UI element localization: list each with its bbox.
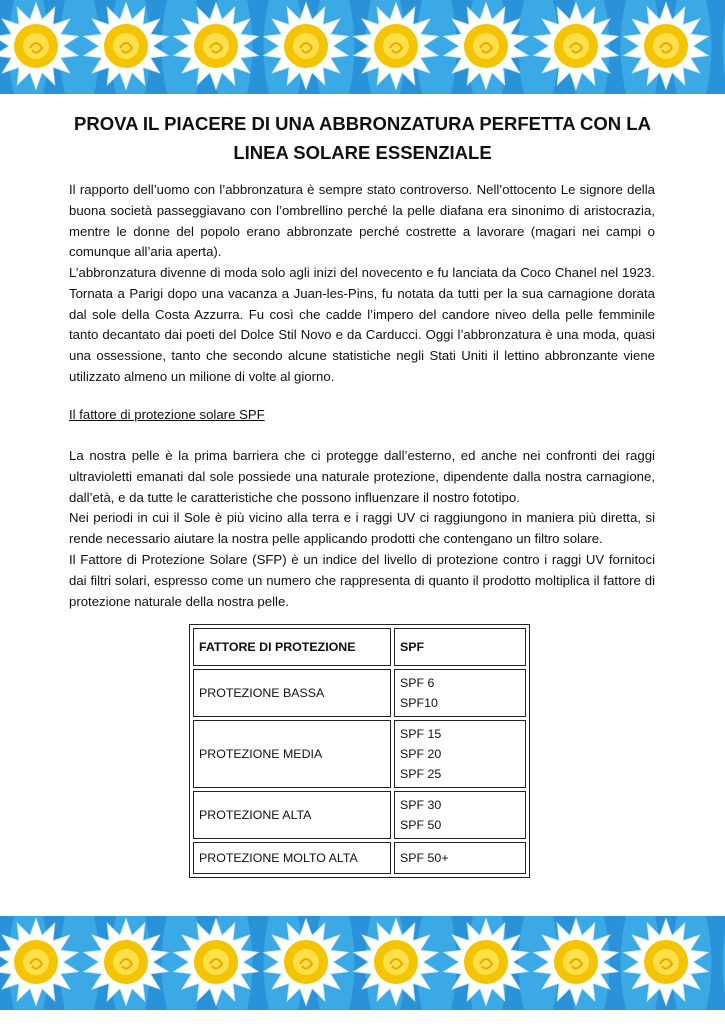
table-cell-level: PROTEZIONE BASSA xyxy=(193,669,391,717)
table-row xyxy=(193,842,526,874)
spf-table xyxy=(189,624,530,878)
title-line-1: PROVA IL PIACERE DI UNA ABBRONZATURA PERFETTA CON LA xyxy=(74,113,651,135)
paragraph-chanel: L’abbronzatura divenne di moda solo agli inizi del novecento e fu lanciata da Coco Chanel nel 1923. Tornata a Parigi dopo una vacanza a Juan-les-Pins, fu notata da tutti per la sua carnagione dorata dal sole della Costa Azzurra. Fu così che cadde l’impero del candore niveo della pelle femminile tanto decantato dai poeti del Dolce Stil Novo e da Carducci. Oggi l’abbronzatura è una moda, quasi una ossessione, tanto che secondo alcune statistiche negli Stati Uniti il lettino abbronzante viene utilizzato almeno un milione di volte al giorno. xyxy=(69,265,655,384)
title-line-2: LINEA SOLARE ESSENZIALE xyxy=(233,142,492,164)
table-cell-spf xyxy=(394,791,526,839)
paragraph-uv-periods: Nei periodi in cui il Sole è più vicino alla terra e i raggi UV ci raggiungono in maniera più diretta, si rende necessario aiutare la nostra pelle applicando prodotti che contengano un filtro solare. xyxy=(69,510,655,546)
spf-value: SPF 25 xyxy=(400,767,442,781)
spf-value: SPF 30 xyxy=(400,798,442,812)
table-cell-level: PROTEZIONE MEDIA xyxy=(193,720,391,788)
spf-value: SPF10 xyxy=(400,696,438,710)
table-cell-spf xyxy=(394,720,526,788)
spf-value: SPF 15 xyxy=(400,727,442,741)
spf-value: SPF 6 xyxy=(400,676,435,690)
table-cell-level: PROTEZIONE MOLTO ALTA xyxy=(193,842,391,874)
table-header-row xyxy=(193,628,526,666)
table-row xyxy=(193,791,526,839)
table-row xyxy=(193,669,526,717)
paragraph-history: Il rapporto dell’uomo con l’abbronzatura è sempre stato controverso. Nell’ottocento Le signore della buona società passeggiavano con l’ombrellino perché la pelle diafana era sinonimo di aristocrazia, mentre le donne del popolo erano abbronzate perché costrette a lavorare (magari nei campi o comunque all’aria aperta). xyxy=(69,182,655,260)
table-cell-spf xyxy=(394,669,526,717)
paragraph-spf-definition: Il Fattore di Protezione Solare (SFP) è un indice del livello di protezione contro i raggi UV fornitoci dai filtri solari, espresso come un numero che rappresenta di quanto il prodotto moltiplica il fattore di protezione naturale della nostra pelle. xyxy=(69,552,655,609)
table-header-protection: FATTORE DI PROTEZIONE xyxy=(193,628,391,666)
spf-value: SPF 20 xyxy=(400,747,442,761)
table-header-spf: SPF xyxy=(394,628,526,666)
table-row xyxy=(193,720,526,788)
spf-value: SPF 50+ xyxy=(400,851,449,865)
table-cell-level: PROTEZIONE ALTA xyxy=(193,791,391,839)
paragraph-skin-barrier: La nostra pelle è la prima barriera che ci protegge dall’esterno, ed anche nei confronti dei raggi ultravioletti emanati dal sole possiede una naturale protezione, dipendente dalla nostra carnagione, dall’età, e da tutte le caratteristiche che possono influenzare il nostro fototipo. xyxy=(69,448,655,505)
page-title xyxy=(70,109,655,167)
section-heading-spf: Il fattore di protezione solare SPF xyxy=(69,407,265,422)
table-cell-spf xyxy=(394,842,526,874)
top-sun-banner xyxy=(0,0,725,94)
spf-value: SPF 50 xyxy=(400,818,442,832)
bottom-sun-banner xyxy=(0,916,725,1010)
